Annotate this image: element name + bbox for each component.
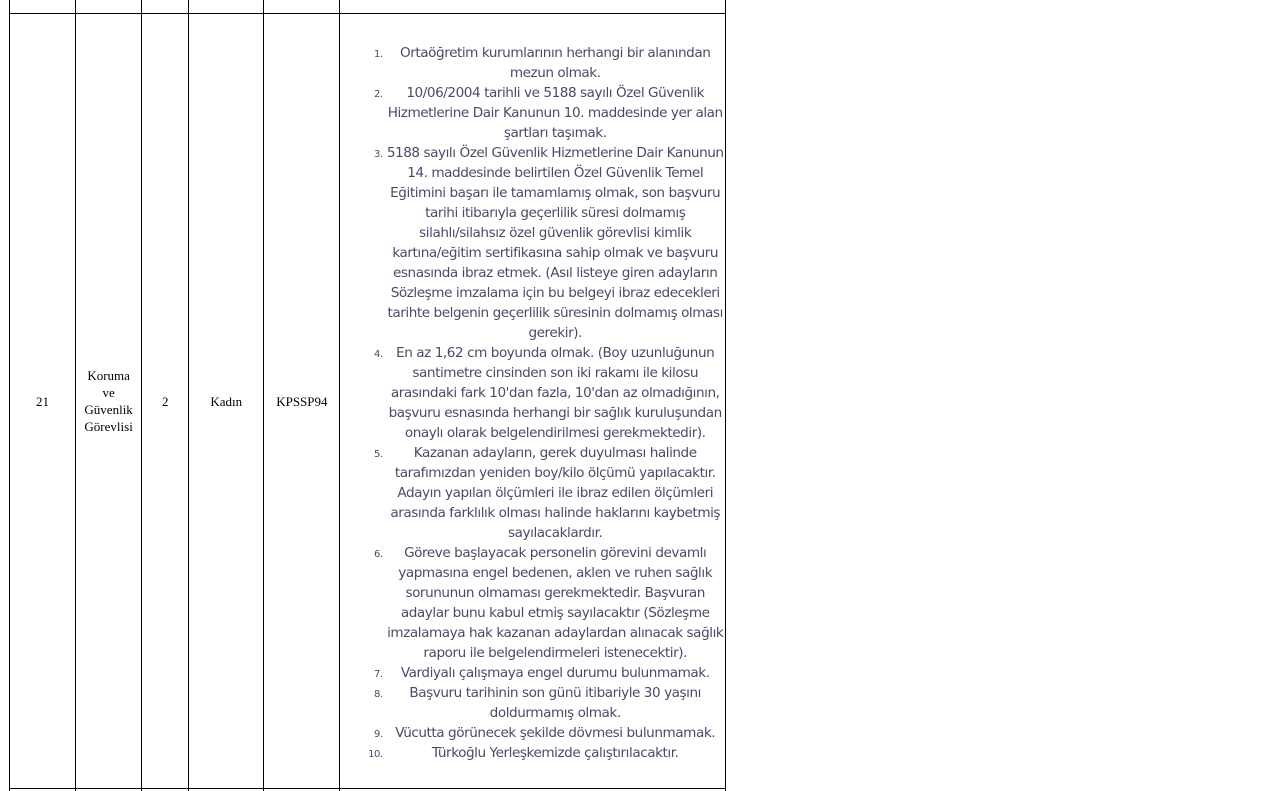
- job-requirements-table: [9, 0, 726, 791]
- requirement-item: 2. 10/06/2004 tarihli ve 5188 sayılı Özel Güvenlik Hizmetlerine Dair Kanunun 10. maddesinde yer alan şartları taşımak.: [385, 83, 725, 143]
- requirement-item: 10. Türkoğlu Yerleşkemizde çalıştırılacaktır.: [385, 743, 725, 763]
- requirement-item: 9. Vücutta görünecek şekilde dövmesi bulunmamak.: [385, 723, 725, 743]
- quantity-cell: 2: [142, 14, 189, 789]
- requirement-item: 5. Kazanan adayların, gerek duyulması halinde tarafımızdan yeniden boy/kilo ölçümü yapılacaktır. Adayın yapılan ölçümleri ile ibraz edilen ölçümleri arasında farklılık olması halinde haklarını kaybetmiş sayılacaklardır.: [385, 443, 725, 543]
- requirements-cell: [340, 14, 726, 789]
- gender-cell: Kadın: [189, 14, 264, 789]
- kpss-cell: KPSSP94: [264, 14, 340, 789]
- requirement-item: 7. Vardiyalı çalışmaya engel durumu bulunmamak.: [385, 663, 725, 683]
- position-title-line: Koruma: [87, 368, 130, 383]
- requirement-item: 4. En az 1,62 cm boyunda olmak. (Boy uzunluğunun santimetre cinsinden son iki rakamı ile kilosu arasındaki fark 10'dan fazla, 10'dan az olmadığının, başvuru esnasında herhangi bir sağlık kuruluşundan onaylı olarak belgelendirilmesi gerekmektedir).: [385, 343, 725, 443]
- requirement-item: 8. Başvuru tarihinin son günü itibariyle 30 yaşını doldurmamış olmak.: [385, 683, 725, 723]
- position-title-line: Görevlisi: [84, 419, 133, 434]
- position-title-line: Güvenlik: [84, 402, 133, 417]
- position-title-cell: [76, 14, 142, 789]
- row-number-cell: 21: [10, 14, 76, 789]
- position-title-line: ve: [102, 385, 115, 400]
- previous-row-edge: [10, 0, 726, 14]
- requirement-item: 6. Göreve başlayacak personelin görevini devamlı yapmasına engel bedenen, aklen ve ruhen sağlık sorununun olmaması gerekmektedir. Başvuran adaylar bunu kabul etmiş sayılacaktır (Sözleşme imzalamaya hak kazanan adaylardan alınacak sağlık raporu ile belgelendirmeleri istenecektir).: [385, 543, 725, 663]
- requirement-item: 1. Ortaöğretim kurumlarının herhangi bir alanından mezun olmak.: [385, 43, 725, 83]
- requirements-list: [340, 43, 725, 763]
- requirement-item: 3. 5188 sayılı Özel Güvenlik Hizmetlerine Dair Kanunun 14. maddesinde belirtilen Özel Güvenlik Temel Eğitimini başarı ile tamamlamış olmak, son başvuru tarihi itibarıyla geçerlilik süresi dolmamış silahlı/silahsız özel güvenlik görevlisi kimlik kartına/eğitim sertifikasına sahip olmak ve başvuru esnasında ibraz etmek. (Asıl listeye giren adayların Sözleşme imzalama için bu belgeyi ibraz edecekleri tarihte belgenin geçerlilik süresinin dolmamış olması gerekir).: [385, 143, 725, 343]
- table-row: [10, 14, 726, 789]
